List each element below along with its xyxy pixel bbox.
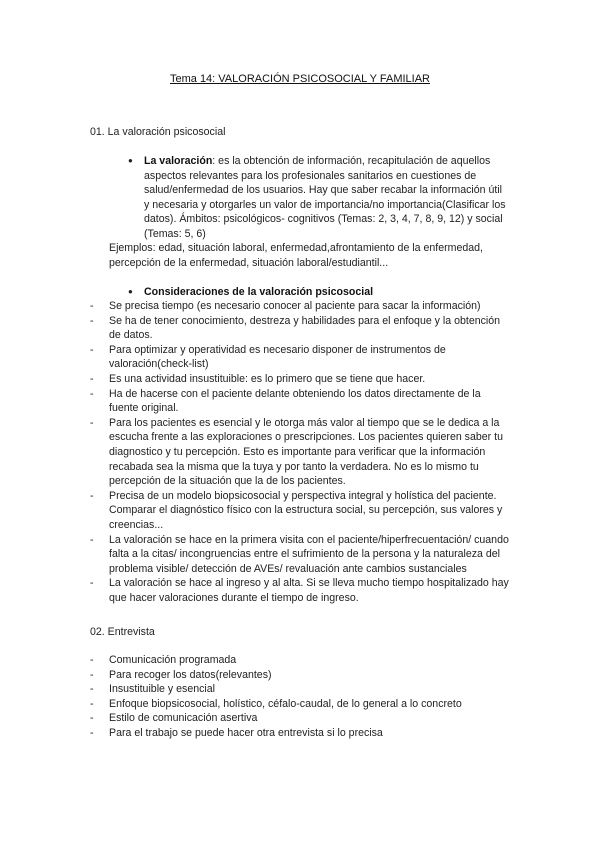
entrevista-list	[90, 653, 510, 741]
list-item: - Enfoque biopsicosocial, holístico, céfalo-caudal, de lo general a lo concreto	[90, 697, 462, 710]
list-item: - Se ha de tener conocimiento, destreza y habilidades para el enfoque y la obtención de datos.	[90, 314, 501, 342]
list-item: - La valoración se hace al ingreso y al alta. Si se lleva mucho tiempo hospitalizado hay que hacer valoraciones durante el tiempo de ingreso.	[90, 577, 509, 604]
term-consideraciones: Consideraciones de la valoración psicosocial	[144, 286, 374, 298]
list-item: - Insustituible y esencial	[90, 683, 215, 696]
list-item: - Es una actividad insustituible: es lo primero que se tiene que hacer.	[90, 372, 426, 385]
list-item: - Precisa de un modelo biopsicosocial y perspectiva integral y holística del paciente. Comparar el diagnóstico físico con la estructura social, su percepción, sus valores y creencias...	[90, 489, 503, 531]
examples-paragraph: Ejemplos: edad, situación laboral, enfermedad,afrontamiento de la enfermedad, percepción de la enfermedad, situación laboral/estudiantil...	[109, 242, 483, 269]
valoracion-definition: : es la obtención de información, recapitulación de aquellos aspectos relevantes para los profesionales sanitarios en cuestiones de salud/enfermedad de los usuarios. Hay que saber recabar la información útil y necesaria y otorgarles un valor de importancia/no importancia(Clasificar los datos). Ámbitos: psicológicos- cognitivos (Temas: 2, 3, 4, 7, 8, 9, 12) y social (Temas: 5, 6)	[144, 155, 506, 240]
list-item: - Para el trabajo se puede hacer otra entrevista si lo precisa	[90, 726, 383, 739]
list-item: - La valoración se hace en la primera visita con el paciente/hiperfrecuentación/ cuando falta a la citas/ incongruencias entre el sufrimiento de la persona y la naturaleza del problema visible/ detección de AVEs/ revaluación ante cambios sustanciales	[90, 533, 509, 575]
list-item: - Ha de hacerse con el paciente delante obteniendo los datos directamente de la fuente original.	[90, 387, 481, 415]
list-item: - Para optimizar y operatividad es necesario disponer de instrumentos de valoración(check-list)	[90, 343, 446, 371]
bullet-icon: ●	[128, 156, 133, 165]
list-item: - Estilo de comunicación asertiva	[90, 712, 258, 725]
section-2-heading: 02. Entrevista	[90, 626, 155, 638]
list-item: - Para los pacientes es esencial y le otorga más valor al tiempo que se le dedica a la escucha frente a las exploraciones o prescripciones. Los pacientes quieren saber tu diagnostico y tu percepción. Esto es importante para verificar que la información recabada sea la misma que la tuya y por tanto la verdadera. No es lo mismo tu percepción de la situación que la de los pacientes.	[90, 416, 503, 488]
list-item: - Para recoger los datos(relevantes)	[90, 668, 272, 681]
term-valoracion: La valoración	[144, 155, 213, 167]
list-item: - Comunicación programada	[90, 654, 237, 666]
consideraciones-list	[90, 299, 510, 605]
section-1-heading: 01. La valoración psicosocial	[90, 126, 226, 138]
bullet-valoracion	[128, 154, 508, 242]
bullet-icon: ●	[128, 287, 133, 296]
list-item: - Se precisa tiempo (es necesario conocer al paciente para sacar la información)	[90, 300, 481, 312]
page-title: Tema 14: VALORACIÓN PSICOSOCIAL Y FAMILIAR	[169, 73, 430, 85]
bullet-consideraciones	[128, 285, 508, 300]
